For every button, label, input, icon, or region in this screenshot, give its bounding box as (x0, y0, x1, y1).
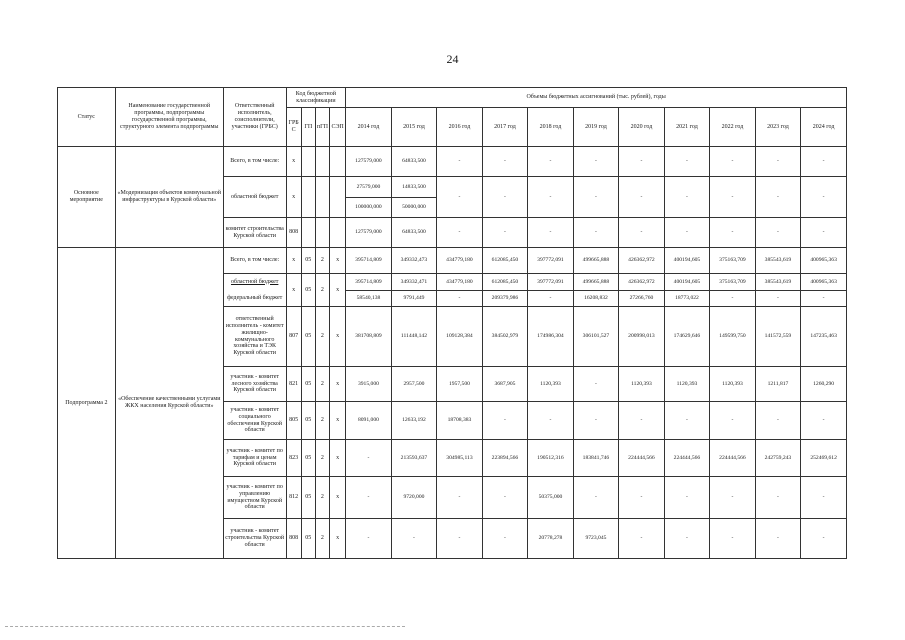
value-cell: 2957,500 (391, 367, 437, 402)
header-status: Статус (58, 88, 116, 147)
code-cell: 807 (286, 307, 301, 367)
code-cell: 2 (315, 367, 329, 402)
value-cell: - (573, 477, 619, 519)
value-cell: 200998,013 (619, 307, 665, 367)
code-cell (330, 218, 346, 248)
value-cell: - (619, 177, 665, 218)
value-cell: 3687,905 (482, 367, 528, 402)
value-cell: - (755, 519, 801, 559)
value-cell: 1120,393 (664, 367, 710, 402)
header-year: 2014 год (346, 108, 392, 147)
row-name: «Обеспечение качественными услугами ЖКХ населения Курской области» (115, 248, 223, 559)
value-cell: 174629,646 (664, 307, 710, 367)
value-a: 27579,000 (356, 183, 381, 190)
value-pair (392, 177, 437, 217)
value-cell: 111448,142 (391, 307, 437, 367)
code-cell: х (330, 402, 346, 440)
row-status: Подпрограмма 2 (58, 248, 116, 559)
row-executor: комитет строительства Курской области (223, 218, 286, 248)
code-cell: 812 (286, 477, 301, 519)
code-cell: 2 (315, 519, 329, 559)
value-a: 499665,888 (582, 278, 610, 285)
value-cell: - (619, 147, 665, 177)
value-cell: 1120,393 (619, 367, 665, 402)
value-b: - (710, 290, 756, 307)
code-cell: 05 (301, 440, 315, 477)
row-executor: участник - комитет по тарифам и ценам Курской области (223, 440, 286, 477)
header-year: 2020 год (619, 108, 665, 147)
executor-b: федеральный бюджет (227, 294, 283, 301)
value-cell: - (619, 477, 665, 519)
value-pair-cell (346, 274, 392, 307)
value-b: 16208,832 (573, 290, 619, 307)
code-cell: х (286, 147, 301, 177)
value-cell: - (755, 218, 801, 248)
value-cell: 395714,809 (346, 248, 392, 274)
value-cell: - (573, 367, 619, 402)
value-cell: - (346, 477, 392, 519)
header-code-col: пГП (315, 108, 329, 147)
value-cell: - (482, 218, 528, 248)
value-cell: 190512,316 (528, 440, 574, 477)
header-year: 2021 год (664, 108, 710, 147)
code-cell: 2 (315, 248, 329, 274)
code-cell: 805 (286, 402, 301, 440)
value-cell: 127579,000 (346, 218, 392, 248)
value-pair (346, 274, 391, 306)
value-pair-cell (391, 274, 437, 307)
value-a: 434779,180 (446, 278, 473, 285)
value-cell: 1260,290 (801, 367, 847, 402)
value-cell: - (573, 147, 619, 177)
scan-artifact-line (5, 626, 405, 627)
value-pair-cell (482, 274, 528, 307)
value-cell: - (528, 402, 574, 440)
header-code-col: ГП (301, 108, 315, 147)
value-cell: - (346, 519, 392, 559)
value-pair (346, 177, 391, 217)
value-cell: 8091,000 (346, 402, 392, 440)
code-cell: 821 (286, 367, 301, 402)
value-cell: 349332,473 (391, 248, 437, 274)
value-cell: - (664, 147, 710, 177)
value-b: 100000,000 (346, 197, 392, 218)
value-pair-cell (573, 274, 619, 307)
value-pair (574, 274, 619, 306)
value-cell: 224444,566 (619, 440, 665, 477)
code-cell: 2 (315, 402, 329, 440)
value-pair-cell (391, 177, 437, 218)
code-cell (301, 218, 315, 248)
header-code-col: ГРБС (286, 108, 301, 147)
value-b: 9791,449 (391, 290, 437, 307)
code-cell: 2 (315, 477, 329, 519)
row-executor: Всего, в том числе: (223, 248, 286, 274)
code-cell (315, 218, 329, 248)
value-pair-cell (664, 274, 710, 307)
value-b: 27266,760 (619, 290, 665, 307)
value-cell: 174986,304 (528, 307, 574, 367)
value-cell: 304985,113 (437, 440, 483, 477)
value-cell: - (801, 218, 847, 248)
header-executor: Ответственный исполнитель, соисполнители, участники (ГРБС) (223, 88, 286, 147)
row-status: Основное мероприятие (58, 147, 116, 248)
value-b: - (755, 290, 801, 307)
value-cell: 375163,709 (710, 248, 756, 274)
row-executor: участник - комитет лесного хозяйства Курской области (223, 367, 286, 402)
value-b: - (801, 290, 847, 307)
page-number: 24 (446, 52, 459, 66)
value-cell: 20778,278 (528, 519, 574, 559)
value-cell: 223894,566 (482, 440, 528, 477)
table-row (58, 248, 847, 274)
value-cell: 384502,979 (482, 307, 528, 367)
value-cell: 434779,180 (437, 248, 483, 274)
value-cell: - (710, 147, 756, 177)
value-cell: - (755, 177, 801, 218)
value-cell: - (755, 477, 801, 519)
code-cell: х (330, 367, 346, 402)
value-cell: 224444,566 (710, 440, 756, 477)
code-cell (301, 147, 315, 177)
code-cell (330, 147, 346, 177)
value-pair-cell (346, 177, 392, 218)
value-cell: - (437, 519, 483, 559)
code-cell: х (330, 477, 346, 519)
value-cell: - (437, 177, 483, 218)
value-pair (392, 274, 437, 306)
value-b: - (437, 290, 483, 307)
row-executor-pair (223, 274, 286, 307)
value-cell: - (801, 477, 847, 519)
header-year: 2019 год (573, 108, 619, 147)
executor-pair (224, 274, 286, 306)
value-b: - (528, 290, 574, 307)
header-year: 2016 год (437, 108, 483, 147)
value-pair (710, 274, 755, 306)
header-code-group: Код бюджетной классификации (286, 88, 346, 108)
code-cell: х (286, 274, 301, 307)
code-cell: 05 (301, 519, 315, 559)
value-pair (528, 274, 573, 306)
row-executor: участник - комитет по управлению имуществом Курской области (223, 477, 286, 519)
code-cell: х (330, 248, 346, 274)
row-executor: участник - комитет социального обеспечения Курской области (223, 402, 286, 440)
header-year: 2022 год (710, 108, 756, 147)
row-executor: ответственный исполнитель - комитет жилищно-коммунального хозяйства и ТЭК Курской области (223, 307, 286, 367)
value-cell: - (710, 477, 756, 519)
value-cell: - (801, 147, 847, 177)
value-pair (801, 274, 846, 306)
code-cell: 05 (301, 307, 315, 367)
row-executor: участник - комитет строительства Курской области (223, 519, 286, 559)
value-cell: - (573, 218, 619, 248)
value-pair-cell (801, 274, 847, 307)
header-year: 2018 год (528, 108, 574, 147)
value-cell: - (437, 218, 483, 248)
value-cell: 109128,384 (437, 307, 483, 367)
value-b: 58540,138 (346, 290, 392, 307)
header-code-col: СЭП (330, 108, 346, 147)
value-cell: - (710, 519, 756, 559)
value-cell: 612085,450 (482, 248, 528, 274)
value-cell: - (528, 177, 574, 218)
value-cell: - (801, 177, 847, 218)
row-executor: Всего, в том числе: (223, 147, 286, 177)
value-pair-cell (437, 274, 483, 307)
code-cell: 823 (286, 440, 301, 477)
code-cell: 2 (315, 274, 329, 307)
value-cell: 64833,500 (391, 147, 437, 177)
value-cell: - (573, 402, 619, 440)
code-cell: 05 (301, 248, 315, 274)
value-cell: 50375,000 (528, 477, 574, 519)
code-cell: 05 (301, 367, 315, 402)
value-cell: - (664, 519, 710, 559)
code-cell (330, 177, 346, 218)
value-pair-cell (710, 274, 756, 307)
value-cell: - (755, 147, 801, 177)
value-a: 349332,471 (400, 278, 428, 285)
value-b: 18773,022 (664, 290, 710, 307)
value-pair (483, 274, 528, 306)
value-cell: - (528, 147, 574, 177)
code-cell: 808 (286, 519, 301, 559)
value-cell: - (664, 477, 710, 519)
value-cell: 306101,527 (573, 307, 619, 367)
value-cell: 397772,091 (528, 248, 574, 274)
value-cell: 426362,972 (619, 248, 665, 274)
header-year: 2017 год (482, 108, 528, 147)
value-cell: - (619, 402, 665, 440)
value-cell: 1120,393 (528, 367, 574, 402)
header-name: Наименование государственной программы, подпрограммы государственной программы, структурного элемента подпрограммы (115, 88, 223, 147)
code-cell: х (286, 177, 301, 218)
value-cell: 3915,000 (346, 367, 392, 402)
value-pair-cell (528, 274, 574, 307)
value-cell: 400194,605 (664, 248, 710, 274)
value-cell: - (437, 477, 483, 519)
value-cell: 141572,559 (755, 307, 801, 367)
value-cell: 12633,192 (391, 402, 437, 440)
code-cell: х (330, 274, 346, 307)
value-a: 375163,709 (719, 278, 746, 285)
header-year: 2023 год (755, 108, 801, 147)
value-a: 395714,809 (355, 278, 382, 285)
value-cell: 385543,619 (755, 248, 801, 274)
code-cell: х (330, 519, 346, 559)
header-volume-group: Объемы бюджетных ассигнований (тыс. рублей), годы (346, 88, 847, 108)
value-pair-cell (619, 274, 665, 307)
row-name: «Модернизация объектов коммунальной инфраструктуры в Курской области» (115, 147, 223, 248)
value-cell: 9723,045 (573, 519, 619, 559)
value-cell: 1957,500 (437, 367, 483, 402)
header-year: 2015 год (391, 108, 437, 147)
code-cell (315, 147, 329, 177)
value-a: 14833,500 (402, 183, 426, 190)
code-cell: х (330, 307, 346, 367)
value-a: 400194,605 (673, 278, 701, 285)
value-pair (437, 274, 482, 306)
value-a: 426362,972 (628, 278, 655, 285)
value-b: 209379,986 (482, 290, 528, 307)
value-cell: 183841,746 (573, 440, 619, 477)
code-cell: х (286, 248, 301, 274)
value-cell: 18708,383 (437, 402, 483, 440)
executor-a: областной бюджет (230, 278, 279, 285)
code-cell (315, 177, 329, 218)
value-cell: - (755, 402, 801, 440)
value-cell: - (346, 440, 392, 477)
value-cell: - (664, 218, 710, 248)
value-cell: - (710, 177, 756, 218)
value-cell: 9720,000 (391, 477, 437, 519)
value-cell: - (482, 177, 528, 218)
value-cell: 64833,500 (391, 218, 437, 248)
value-pair (756, 274, 801, 306)
value-cell: 400965,363 (801, 248, 847, 274)
value-cell: - (801, 519, 847, 559)
code-cell: 2 (315, 440, 329, 477)
value-a: 612085,450 (491, 278, 519, 285)
value-b: 50000,000 (391, 197, 437, 218)
value-cell: - (801, 402, 847, 440)
value-cell: 224444,566 (664, 440, 710, 477)
header-year: 2024 год (801, 108, 847, 147)
value-cell: - (664, 177, 710, 218)
value-pair-cell (755, 274, 801, 307)
value-cell: - (619, 218, 665, 248)
value-cell: 127579,000 (346, 147, 392, 177)
value-cell: - (482, 477, 528, 519)
value-a: 400965,363 (810, 278, 837, 285)
value-cell: - (528, 218, 574, 248)
code-cell: 05 (301, 477, 315, 519)
value-cell: - (391, 519, 437, 559)
value-cell: - (619, 519, 665, 559)
code-cell: 808 (286, 218, 301, 248)
value-cell: 213593,637 (391, 440, 437, 477)
value-cell: 242759,243 (755, 440, 801, 477)
value-cell: - (482, 402, 528, 440)
table-row (58, 147, 847, 177)
value-cell: 252469,612 (801, 440, 847, 477)
value-pair (619, 274, 664, 306)
value-a: 397772,091 (537, 278, 564, 285)
value-cell: - (710, 218, 756, 248)
value-a: 385543,619 (764, 278, 792, 285)
value-cell: - (664, 402, 710, 440)
code-cell: х (330, 440, 346, 477)
value-cell: 1120,393 (710, 367, 756, 402)
value-cell: 381708,809 (346, 307, 392, 367)
value-cell: 499665,888 (573, 248, 619, 274)
value-cell: 147235,463 (801, 307, 847, 367)
row-executor: областной бюджет (223, 177, 286, 218)
value-cell: - (482, 147, 528, 177)
value-pair (665, 274, 710, 306)
value-cell: - (573, 177, 619, 218)
code-cell: 05 (301, 274, 315, 307)
value-cell: - (482, 519, 528, 559)
value-cell: - (710, 402, 756, 440)
value-cell: 1211,817 (755, 367, 801, 402)
code-cell (301, 177, 315, 218)
code-cell: 2 (315, 307, 329, 367)
budget-table (57, 87, 847, 559)
value-cell: 149599,750 (710, 307, 756, 367)
value-cell: - (437, 147, 483, 177)
code-cell: 05 (301, 402, 315, 440)
